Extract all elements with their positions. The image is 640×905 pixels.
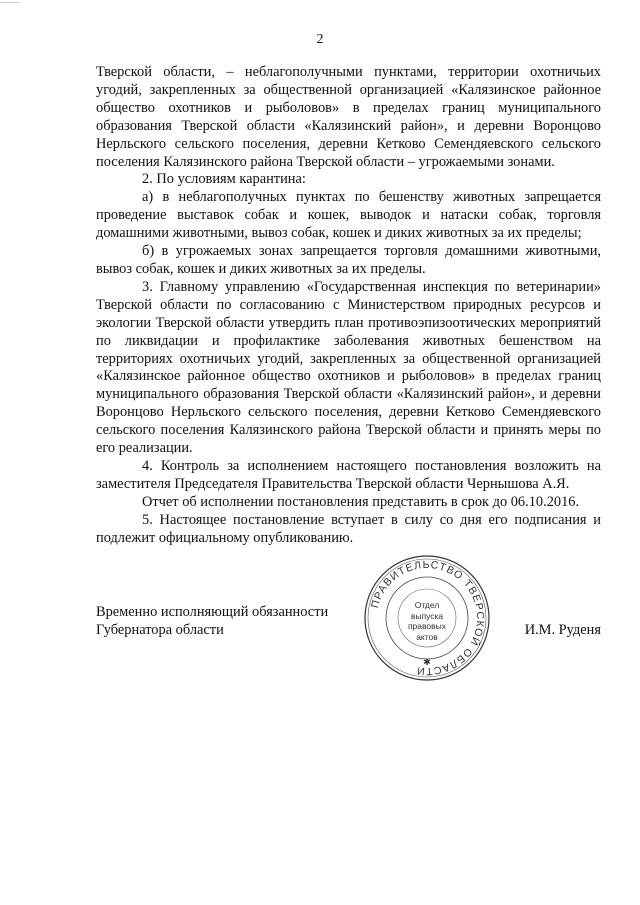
- scan-corner-mark: [0, 2, 20, 3]
- official-seal: [362, 553, 492, 683]
- paragraph-quarantine-conditions: 2. По условиям карантина:: [142, 171, 306, 188]
- seal-center-line1: Отдел: [414, 600, 440, 610]
- document-body: [96, 64, 601, 547]
- seal-star-icon: ✱: [423, 658, 431, 668]
- signature-position-line2: Губернатора области: [96, 621, 224, 638]
- paragraph-item-b: б) в угрожаемых зонах запрещается торговля домашними животными, вывоз собак, кошек и диких животных за их пределы.: [96, 243, 601, 277]
- paragraph-continuation: Тверской области, – неблагополучными пунктами, территории охотничьих угодий, закрепленных за общественной организацией «Калязинское районное общество охотников и рыболовов» в пределах границ муниципального образования Тверской области «Калязинский район», и деревни Воронцово Нерльского сельского поселения, деревни Кетково Семендяевского сельского поселения Калязинского района Тверской области – угрожаемыми зонами.: [96, 64, 601, 170]
- signer-name: И.М. Руденя: [524, 622, 601, 638]
- page-number: 2: [316, 32, 324, 47]
- seal-center-line3: правовых: [407, 621, 447, 631]
- paragraph-item-5: 5. Настоящее постановление вступает в силу со дня его подписания и подлежит официальному опубликованию.: [96, 511, 601, 546]
- paragraph-item-a: а) в неблагополучных пунктах по бешенству животных запрещается проведение выставок собак и кошек, выводок и натаски собак, торговля домашними животными, вывоз собак, кошек и диких животных за их пределы;: [96, 189, 601, 242]
- signature-position-line1: Временно исполняющий обязанности: [96, 604, 329, 620]
- paragraph-report-deadline: Отчет об исполнении постановления представить в срок до 06.10.2016.: [142, 493, 580, 510]
- seal-center-text: [362, 600, 492, 642]
- paragraph-item-4: 4. Контроль за исполнением настоящего постановления возложить на заместителя Председателя Правительства Тверской области Чернышова А.Я.: [96, 457, 601, 492]
- paragraph-item-3: 3. Главному управлению «Государственная инспекция по ветеринарии» Тверской области по согласованию с Министерством природных ресурсов и экологии Тверской области утвердить план противоэпизоотических мероприятий по ликвидации и профилактике заболевания животных бешенством на территориях охотничьих угодий, закрепленных за общественной организацией «Калязинское районное общество охотников и рыболовов» в пределах границ муниципального образования Тверской области «Калязинский район», и деревни Воронцово Нерльского сельского поселения, деревни Кетково Семендяевского сельского поселения Калязинского района Тверской области и принять меры по его реализации.: [96, 278, 601, 457]
- signature-position: [96, 604, 328, 640]
- seal-center-line2: выпуска: [410, 610, 444, 621]
- seal-center-line4: актов: [416, 631, 438, 642]
- seal-outer-text: ПРАВИТЕЛЬСТВО ТВЕРСКОЙ ОБЛАСТИ: [369, 558, 487, 678]
